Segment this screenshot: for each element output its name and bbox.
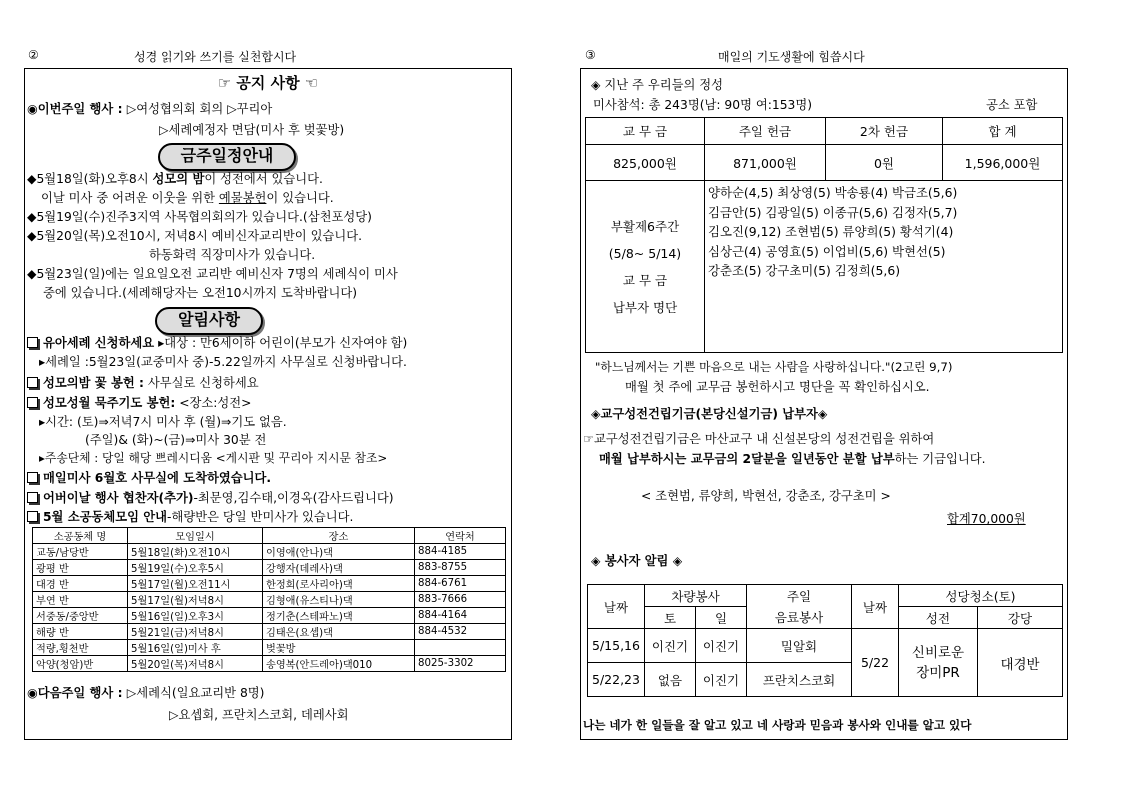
page-number-right: ③ xyxy=(585,48,596,62)
schedule-line-4: ◆5월20일(목)오전10시, 저녁8시 예비신자교리반이 있습니다. xyxy=(27,229,362,243)
fund-line-1: ☞교구성전건립기금은 마산교구 내 신설본당의 성전건립을 위하여 xyxy=(583,432,935,446)
alert-line-10-b: -해량반은 당일 반미사가 있습니다. xyxy=(167,510,354,524)
vol-header-sat: 토 xyxy=(645,607,696,629)
fund-total: 합계70,000원 xyxy=(947,512,1026,526)
fund-title: ◈교구성전건립기금(본당신설기금) 납부자◈ xyxy=(591,407,828,421)
community-table xyxy=(32,527,506,672)
giving-header: 교 무 금 xyxy=(586,118,705,145)
fund-line-2-b: 하는 기금입니다. xyxy=(894,452,986,466)
schedule-line-2-c: 이 있습니다. xyxy=(266,191,334,205)
giving-header: 주일 헌금 xyxy=(705,118,826,145)
alert-line-9-b: -최문영,김수태,이경옥(감사드립니다) xyxy=(193,491,394,505)
this-week-line-2: ▷세례예정자 면담(미사 후 벚꽃방) xyxy=(159,123,345,137)
verse-subtext: 매월 첫 주에 교무금 봉헌하시고 명단을 꼭 확인하십시오. xyxy=(625,380,930,394)
bible-verse: "하느님께서는 기쁜 마음으로 내는 사람을 사랑하십니다."(2고린 9,7) xyxy=(595,360,953,374)
alert-line-2: ▸세례일 :5월23일(교중미사 중)-5.22일까지 사무실로 신청바랍니다. xyxy=(39,355,407,369)
vol-clean-date: 5/22 xyxy=(852,629,899,697)
right-page-panel xyxy=(580,68,1068,740)
alert-line-3 xyxy=(27,375,259,391)
donor-line: 강춘조(5) 강구초미(5) 김정희(5,6) xyxy=(708,263,901,278)
alert-line-4-a: 성모성월 묵주기도 봉헌: xyxy=(43,396,176,410)
giving-header-row xyxy=(586,118,1063,145)
this-week-events xyxy=(27,101,272,117)
meeting-time: 5월18일(화)오전10시 xyxy=(128,544,263,560)
contact: 883-7666 xyxy=(415,592,506,608)
donor-label-3: 교 무 금 xyxy=(622,272,668,288)
fund-line-2 xyxy=(599,451,986,467)
meeting-place: 정기춘(스테파노)댁 xyxy=(263,608,415,624)
contact: 884-6761 xyxy=(415,576,506,592)
giving-header: 2차 헌금 xyxy=(826,118,943,145)
contact xyxy=(415,640,506,656)
alert-line-10 xyxy=(27,509,353,525)
schedule-line-7: 중에 있습니다.(세례해당자는 오전10시까지 도착바랍니다) xyxy=(43,286,358,300)
community-name: 악양(청암)반 xyxy=(33,656,128,672)
alert-line-8 xyxy=(27,470,271,486)
table-row xyxy=(33,592,506,608)
header-title-right: 매일의 기도생활에 힘씁시다 xyxy=(718,50,865,64)
contact: 8025-3302 xyxy=(415,656,506,672)
meeting-time: 5월17일(월)오전11시 xyxy=(128,576,263,592)
table-row xyxy=(33,608,506,624)
community-name: 적량,횡천반 xyxy=(33,640,128,656)
contact: 884-4164 xyxy=(415,608,506,624)
alert-line-9 xyxy=(27,490,394,506)
checkbox-icon xyxy=(27,377,38,388)
vol-date: 5/22,23 xyxy=(588,663,645,697)
meeting-time: 5월16일(일)오후3시 xyxy=(128,608,263,624)
volunteer-title: ◈ 봉사자 알림 ◈ xyxy=(591,554,683,568)
table-row xyxy=(33,656,506,672)
schedule-line-1-b: 성모의 밤 xyxy=(152,172,205,186)
next-week-line-2: ▷요셉회, 프란치스코회, 데레사회 xyxy=(169,708,349,722)
giving-value: 1,596,000원 xyxy=(943,145,1063,181)
alert-line-3-a: 성모의밤 꽃 봉헌 : xyxy=(43,376,144,390)
donor-line: 양하순(4,5) 최상영(5) 박송룡(4) 박금조(5,6) xyxy=(708,185,958,200)
next-week-label: ◉다음주일 행사 : xyxy=(27,686,127,700)
alert-line-10-a: 5월 소공동체모임 안내 xyxy=(43,510,168,524)
schedule-line-5: 하동화력 직장미사가 있습니다. xyxy=(149,248,316,262)
alert-line-8-text: 매일미사 6월호 사무실에 도착하였습니다. xyxy=(43,471,272,485)
meeting-place: 김태은(요셉)댁 xyxy=(263,624,415,640)
schedule-line-2-a: 이날 미사 중 어려운 이웃을 위한 xyxy=(41,191,219,205)
vol-drink: 프란치스코회 xyxy=(747,663,852,697)
vol-sun: 이진기 xyxy=(696,629,747,663)
community-name: 부연 반 xyxy=(33,592,128,608)
header-title-left: 성경 읽기와 쓰기를 실천합시다 xyxy=(134,50,297,64)
left-page-panel xyxy=(24,68,512,740)
giving-value: 871,000원 xyxy=(705,145,826,181)
giving-value: 825,000원 xyxy=(586,145,705,181)
vol-header-sun: 일 xyxy=(696,607,747,629)
attendance-note: 공소 포함 xyxy=(986,98,1038,112)
volunteer-row xyxy=(588,629,1063,663)
meeting-place: 강행자(데레사)댁 xyxy=(263,560,415,576)
giving-table xyxy=(585,117,1063,353)
meeting-time: 5월21일(금)저녁8시 xyxy=(128,624,263,640)
vol-header-sanctuary: 성전 xyxy=(899,607,978,629)
donor-line: 김금안(5) 김광일(5) 이종규(5,6) 김정자(5,7) xyxy=(708,204,958,220)
last-week-title: ◈ 지난 주 우리들의 정성 xyxy=(591,78,724,92)
col-header: 연락처 xyxy=(415,528,506,544)
donor-list-cell xyxy=(705,181,1063,353)
notice-title: ☞ 공지 사항 ☜ xyxy=(217,74,319,92)
alert-line-9-a: 어버이날 행사 협찬자(추가) xyxy=(43,491,194,505)
schedule-line-3: ◆5월19일(수)진주3지역 사목협의회의가 있습니다.(삼천포성당) xyxy=(27,210,372,224)
vol-header-date: 날짜 xyxy=(588,585,645,629)
col-header: 모임일시 xyxy=(128,528,263,544)
alert-line-1-a: 유아세례 신청하세요 xyxy=(43,336,155,350)
vol-clean-hall: 대경반 xyxy=(978,629,1063,697)
donor-line: 심상근(4) 공영효(5) 이업비(5,6) 박현선(5) xyxy=(708,243,946,259)
donor-label-4: 납부자 명단 xyxy=(612,299,678,315)
this-week-label: ◉이번주일 행사 : xyxy=(27,102,127,116)
donor-label-1: 부활제6주간 xyxy=(610,218,680,234)
alert-line-5: ▸시간: (토)⇒저녁7시 미사 후 (월)⇒기도 없음. xyxy=(39,415,287,429)
vol-header-hall: 강당 xyxy=(978,607,1063,629)
alert-line-1-b: ▸대상 : 만6세이하 어린이(부모가 신자여야 함) xyxy=(154,336,408,350)
schedule-line-1 xyxy=(27,171,323,187)
meeting-place: 벚꽃방 xyxy=(263,640,415,656)
next-week-events xyxy=(27,685,264,701)
table-row xyxy=(33,576,506,592)
table-row xyxy=(33,640,506,656)
schedule-line-2-b: 예물봉헌 xyxy=(218,191,267,205)
table-row xyxy=(33,624,506,640)
alert-line-7: ▸주송단체 : 당일 해당 쁘레시디움 <게시판 및 꾸리아 지시문 참조> xyxy=(39,451,388,465)
donor-label-2: (5/8~ 5/14) xyxy=(608,245,682,261)
checkbox-icon xyxy=(27,492,38,503)
table-row xyxy=(33,544,506,560)
alert-line-4 xyxy=(27,395,251,411)
community-name: 교동/남당반 xyxy=(33,544,128,560)
donor-label-cell xyxy=(586,181,705,353)
vol-header-clean: 성당청소(토) xyxy=(899,585,1063,607)
volunteer-header-row xyxy=(588,585,1063,607)
alert-line-1 xyxy=(27,335,407,351)
meeting-time: 5월20일(목)저녁8시 xyxy=(128,656,263,672)
community-name: 서중동/중앙반 xyxy=(33,608,128,624)
col-header: 장소 xyxy=(263,528,415,544)
community-name: 광평 반 xyxy=(33,560,128,576)
vol-sat: 없음 xyxy=(645,663,696,697)
vol-sat: 이진기 xyxy=(645,629,696,663)
meeting-place: 송영복(안드레아)댁010 xyxy=(263,656,415,672)
vol-header-vehicle: 차량봉사 xyxy=(645,585,747,607)
vol-header-drink: 주일 음료봉사 xyxy=(747,585,852,629)
schedule-line-1-c: 이 성전에서 있습니다. xyxy=(204,172,323,186)
contact: 884-4185 xyxy=(415,544,506,560)
donor-row xyxy=(586,181,1063,353)
meeting-time: 5월17일(월)저녁8시 xyxy=(128,592,263,608)
closing-verse: 나는 네가 한 일들을 잘 알고 있고 네 사랑과 믿음과 봉사와 인내를 알고 있다 xyxy=(583,718,972,732)
meeting-place: 이영애(안나)댁 xyxy=(263,544,415,560)
giving-header: 합 계 xyxy=(943,118,1063,145)
col-header: 소공동체 명 xyxy=(33,528,128,544)
alert-line-4-b: <장소:성전> xyxy=(175,396,252,410)
contact: 883-8755 xyxy=(415,560,506,576)
fund-line-2-a: 매월 납부하시는 교무금의 2달분을 일년동안 분할 납부 xyxy=(599,452,895,466)
vol-header-date2: 날짜 xyxy=(852,585,899,629)
meeting-place: 한정희(로사리아)댁 xyxy=(263,576,415,592)
alert-line-3-b: 사무실로 신청하세요 xyxy=(143,376,259,390)
alert-line-6: (주일)& (화)~(금)⇒미사 30분 전 xyxy=(85,433,267,447)
vol-drink: 밀알회 xyxy=(747,629,852,663)
schedule-line-6: ◆5월23일(일)에는 일요일오전 교리반 예비신자 7명의 세례식이 미사 xyxy=(27,267,398,281)
page-number-left: ② xyxy=(28,48,39,62)
schedule-title: 금주일정안내 xyxy=(158,143,296,171)
giving-values-row xyxy=(586,145,1063,181)
meeting-place: 김형애(유스티나)댁 xyxy=(263,592,415,608)
next-week-line-1: ▷세례식(일요교리반 8명) xyxy=(126,686,265,700)
community-name: 대경 반 xyxy=(33,576,128,592)
checkbox-icon xyxy=(27,337,38,348)
meeting-time: 5월19일(수)오후5시 xyxy=(128,560,263,576)
alert-title: 알림사항 xyxy=(155,307,263,335)
volunteer-table xyxy=(587,584,1063,697)
vol-date: 5/15,16 xyxy=(588,629,645,663)
table-row xyxy=(33,560,506,576)
checkbox-icon xyxy=(27,397,38,408)
meeting-time: 5월16일(일)미사 후 xyxy=(128,640,263,656)
table-header-row xyxy=(33,528,506,544)
vol-clean-sanctuary: 신비로운 장미PR xyxy=(899,629,978,697)
schedule-line-2 xyxy=(41,190,334,206)
this-week-line-1: ▷여성협의회 회의 ▷꾸리아 xyxy=(126,102,273,116)
contact: 884-4532 xyxy=(415,624,506,640)
donor-line: 김오진(9,12) 조현범(5) 류양희(5) 황석기(4) xyxy=(708,224,954,239)
checkbox-icon xyxy=(27,511,38,522)
community-name: 해량 반 xyxy=(33,624,128,640)
schedule-line-1-a: ◆5월18일(화)오후8시 xyxy=(27,172,153,186)
fund-names: < 조현범, 류양희, 박현선, 강춘조, 강구초미 > xyxy=(641,489,891,503)
giving-value: 0원 xyxy=(826,145,943,181)
vol-sun: 이진기 xyxy=(696,663,747,697)
checkbox-icon xyxy=(27,472,38,483)
attendance: 미사참석: 총 243명(남: 90명 여:153명) xyxy=(593,98,813,112)
